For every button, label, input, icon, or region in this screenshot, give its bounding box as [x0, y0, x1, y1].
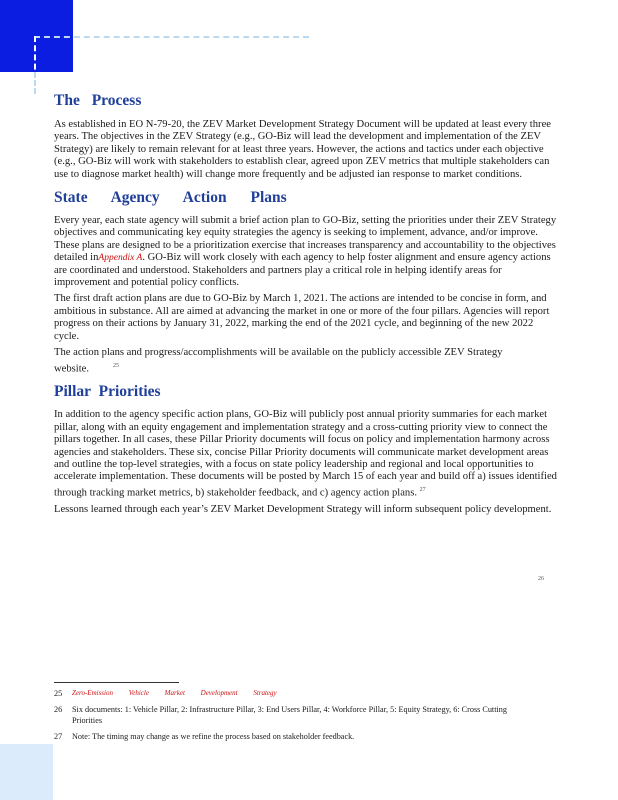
footnote-ref-25[interactable]: 25 — [113, 362, 120, 369]
agency-paragraph-3 — [54, 347, 559, 375]
process-paragraph: As established in EO N-79-20, the ZEV Market Development Strategy Document will be updated at least every three years. The objectives in the ZEV Strategy (e.g., GO-Biz will lead the development and implementation of the ZEV Strategy) are likely to remain relevant for at least three years. However, the actions and tactics under each objective (e.g., GO-Biz will work with stakeholders to establish clear, agreed upon ZEV metrics that multiple stakeholders can use to diagnose market health) will change more frequently and be adjusted ian response to market conditions. — [54, 119, 551, 180]
bottom-corner-decoration — [0, 744, 53, 800]
footnote-divider — [54, 682, 179, 683]
footnote-ref-27[interactable]: 27 — [419, 486, 426, 493]
dashed-guide-vertical-lower — [34, 72, 36, 94]
agency-paragraph-1 — [54, 215, 559, 289]
pillar-paragraph-1-text: In addition to the agency specific action plans, GO-Biz will publicly post annual priority summaries for each market pillar, along with an equity engagement and implementation strategy and a cross-cutting priority view to connect the pillars together. In all cases, these Pillar Priority documents will focus on policy and implementation harmony across agencies and stakeholders. These six, concise Pillar Priority documents will communicate market development areas and outline the top-level strategies, with a focus on state policy leadership and regional and local opportunities to accelerate implementation. These documents will be posted by March 15 of each year and build off a) issues identified through tracking market metrics, b) stakeholder feedback, and c) agency action plans. — [54, 409, 557, 499]
heading-pillar-priorities: Pillar Priorities — [54, 383, 161, 401]
agency-paragraph-3-text: The action plans and progress/accomplishments will be available on the publicly accessible ZEV Strategy website. — [54, 347, 503, 375]
agency-paragraph-1-start: Every year, each state agency will submit a brief action plan to GO-Biz, setting the priorities under their ZEV Strategy objectives and communicating key equity strategies the agency is seeking to implement, advance, and/or improve. These plans are designed to be a prioritization exercise that increases transparency and accountability to the objectives detailed in — [54, 215, 557, 264]
footnote-text: Note: The timing may change as we refine the process based on stakeholder feedback. — [72, 732, 355, 741]
footnote-number: 25 — [54, 689, 63, 698]
agency-paragraph-1-end: . GO-Biz will work closely with each agency to help foster alignment and ensure agency actions are coordinated and understood. Stakeholders and partners play a critical role in helping identify areas for improvement and potential policy conflicts. — [54, 252, 551, 289]
page-body — [54, 88, 559, 520]
footnote-text: Six documents: 1: Vehicle Pillar, 2: Infrastructure Pillar, 3: End Users Pillar, 4: Workforce Pillar, 5: Equity Strategy, 6: Cross Cutting Priorities — [72, 705, 507, 725]
pillar-paragraph-2: Lessons learned through each year’s ZEV Market Development Strategy will inform subsequent policy development. — [54, 503, 552, 515]
footnote-ref-26[interactable]: 26 — [538, 576, 544, 582]
footnote-27 — [54, 731, 534, 742]
footnote-25 — [54, 688, 534, 699]
footnote-text[interactable]: Zero-Emission Vehicle Market Development Strategy — [72, 689, 277, 697]
appendix-a-link[interactable]: Appendix A — [98, 253, 143, 264]
agency-paragraph-2: The first draft action plans are due to GO-Biz by March 1, 2021. The actions are intended to be concise in form, and ambitious in substance. All are aimed at advancing the market in one or more of the four pillars. Agencies will report progress on their actions by January 31, 2022, marking the end of the 2021 cycle, and beginning of the new 2022 cycle. — [54, 293, 550, 342]
footnote-number: 26 — [54, 705, 63, 714]
footnote-26 — [54, 704, 534, 726]
footnote-number: 27 — [54, 732, 63, 741]
heading-the-process: The Process — [54, 92, 142, 109]
dashed-guide-horizontal — [34, 36, 309, 38]
pillar-paragraph-1 — [54, 409, 559, 499]
footnotes — [54, 688, 534, 747]
heading-state-agency-action-plans: State Agency Action Plans — [54, 189, 287, 207]
